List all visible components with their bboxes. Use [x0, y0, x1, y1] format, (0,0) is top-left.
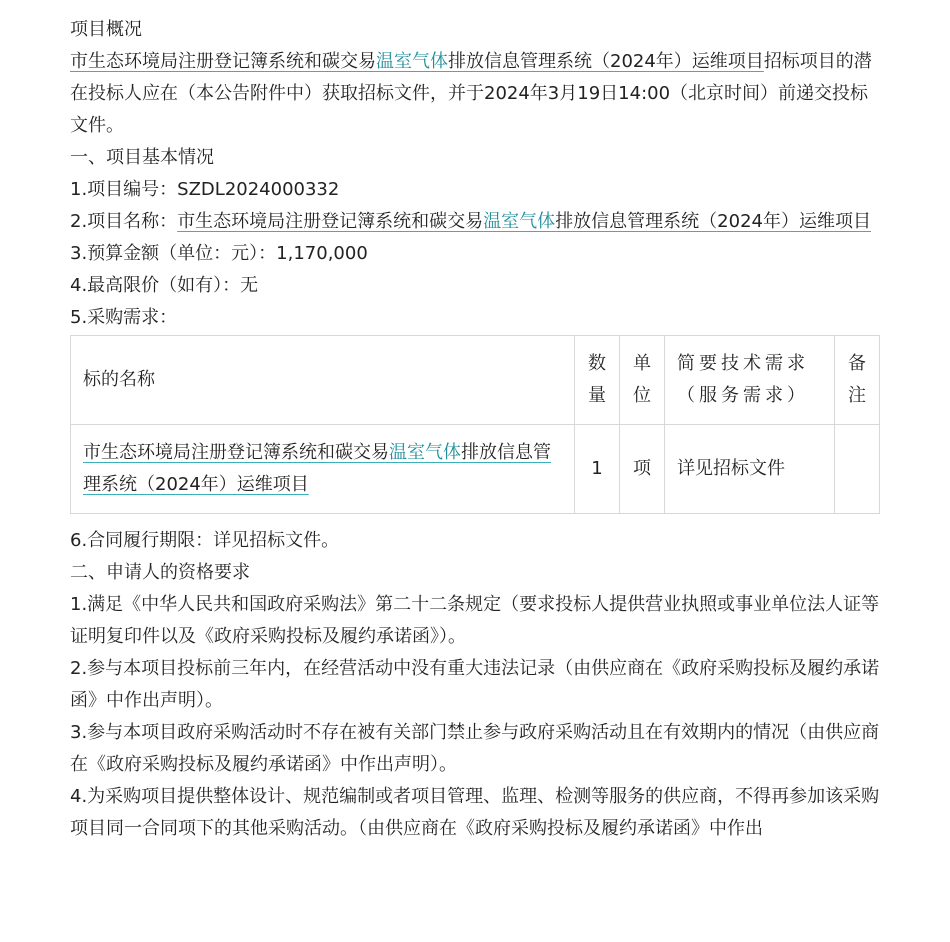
header-qty: 数量	[575, 336, 620, 425]
contract-period: 6.合同履行期限：详见招标文件。	[70, 530, 340, 551]
cell-requirement: 详见招标文件	[665, 425, 835, 514]
project-title-link[interactable]	[70, 51, 764, 72]
header-unit: 单位	[620, 336, 665, 425]
max-price: 4.最高限价（如有）：无	[70, 275, 259, 296]
procurement-need: 5.采购需求：	[70, 307, 178, 328]
project-title-suffix: 排放信息管理系统（2024年）运维项目	[448, 51, 764, 72]
procurement-table	[70, 335, 880, 514]
requirement-item: 4.为采购项目提供整体设计、规范编制或者项目管理、监理、检测等服务的供应商，不得再参加该采购项目同一合同项下的其他采购活动。（由供应商在《政府采购投标及履约承诺函》中作出	[70, 786, 880, 839]
part1-heading: 一、项目基本情况	[70, 147, 214, 168]
project-name-suffix: 排放信息管理系统（2024年）运维项目	[555, 211, 871, 232]
item-name-prefix: 市生态环境局注册登记簿系统和碳交易	[83, 442, 389, 463]
budget: 3.预算金额（单位：元）：1,170,000	[70, 243, 368, 264]
keyword-link[interactable]: 温室气体	[483, 211, 556, 232]
requirement-item: 1.满足《中华人民共和国政府采购法》第二十二条规定（要求投标人提供营业执照或事业单位法人证等证明复印件以及《政府采购投标及履约承诺函》）。	[70, 594, 880, 647]
keyword-link[interactable]: 温室气体	[389, 442, 461, 463]
item-name-link[interactable]	[83, 442, 551, 495]
section-title: 项目概况	[70, 19, 142, 40]
part2-heading: 二、申请人的资格要求	[70, 562, 250, 583]
header-note: 备注	[835, 336, 880, 425]
cell-qty: 1	[575, 425, 620, 514]
requirement-item: 2.参与本项目投标前三年内，在经营活动中没有重大违法记录（由供应商在《政府采购投标及履约承诺函》中作出声明）。	[70, 658, 880, 711]
project-name-label: 2.项目名称：	[70, 211, 178, 232]
item-name-suffix: 排放信息管理系统（2024年）运维项目	[83, 442, 551, 495]
keyword-link[interactable]: 温室气体	[376, 51, 448, 72]
project-title-prefix: 市生态环境局注册登记簿系统和碳交易	[70, 51, 376, 72]
cell-name	[71, 425, 575, 514]
requirement-item: 3.参与本项目政府采购活动时不存在被有关部门禁止参与政府采购活动且在有效期内的情况（由供应商在《政府采购投标及履约承诺函》中作出声明）。	[70, 722, 880, 775]
header-name: 标的名称	[71, 336, 575, 425]
table-row	[71, 425, 880, 514]
intro-rest: 招标项目的潜在投标人应在（本公告附件中）获取招标文件，并于2024年3月19日14:00（北京时间）前递交投标文件。	[70, 51, 872, 136]
table-header-row	[71, 336, 880, 425]
intro-paragraph	[70, 46, 880, 142]
project-name-link[interactable]	[177, 211, 871, 232]
project-number: 1.项目编号：SZDL2024000332	[70, 179, 340, 200]
project-name-prefix: 市生态环境局注册登记簿系统和碳交易	[177, 211, 484, 232]
cell-note	[835, 425, 880, 514]
cell-unit: 项	[620, 425, 665, 514]
project-name	[70, 206, 880, 238]
announcement-body	[70, 14, 880, 845]
header-requirement: 简要技术需求（服务需求）	[665, 336, 835, 425]
